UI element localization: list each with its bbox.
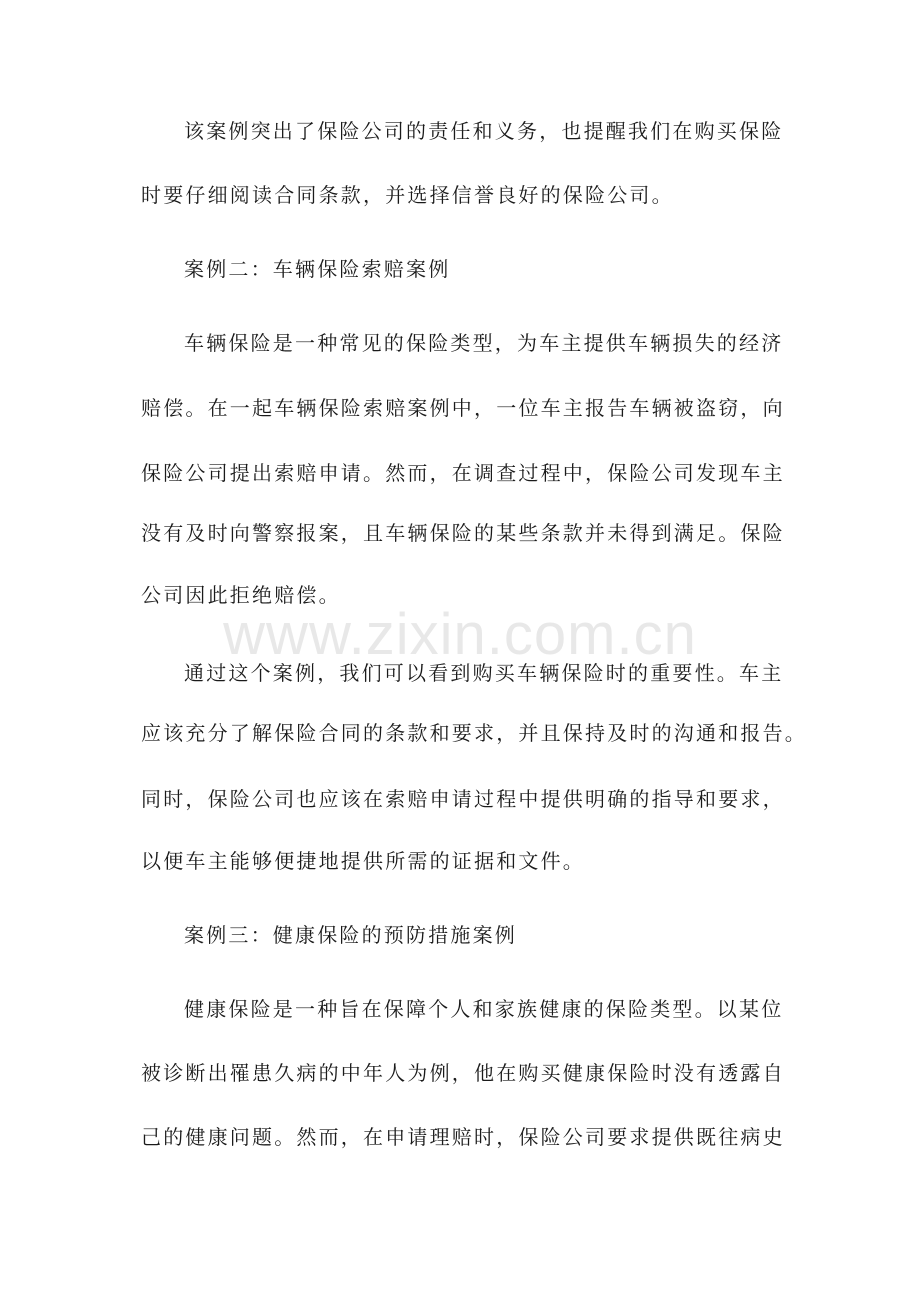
paragraph-line-13: 被诊断出罹患久病的中年人为例，他在购买健康保险时没有透露自 xyxy=(141,1061,785,1085)
watermark: www.zixin.com.cn xyxy=(223,602,697,667)
section-heading-case-2: 案例二：车辆保险索赔案例 xyxy=(184,257,451,281)
paragraph-line-12: 健康保险是一种旨在保障个人和家族健康的保险类型。以某位 xyxy=(184,997,784,1021)
paragraph-line-6: 没有及时向警察报案，且车辆保险的某些条款并未得到满足。保险 xyxy=(141,521,785,545)
paragraph-line-7: 公司因此拒绝赔偿。 xyxy=(141,583,341,607)
paragraph-line-11: 以便车主能够便捷地提供所需的证据和文件。 xyxy=(141,849,585,873)
paragraph-line-9: 应该充分了解保险合同的条款和要求，并且保持及时的沟通和报告。 xyxy=(141,721,807,745)
paragraph-line-14: 己的健康问题。然而，在申请理赔时，保险公司要求提供既往病史 xyxy=(141,1125,785,1149)
paragraph-line-4: 赔偿。在一起车辆保险索赔案例中，一位车主报告车辆被盗窃，向 xyxy=(141,396,785,420)
paragraph-line-8: 通过这个案例，我们可以看到购买车辆保险时的重要性。车主 xyxy=(184,661,784,685)
paragraph-line-3: 车辆保险是一种常见的保险类型，为车主提供车辆损失的经济 xyxy=(184,331,784,355)
paragraph-line-2: 时要仔细阅读合同条款，并选择信誉良好的保险公司。 xyxy=(141,183,674,207)
paragraph-line-1: 该案例突出了保险公司的责任和义务，也提醒我们在购买保险 xyxy=(184,119,784,143)
section-heading-case-3: 案例三：健康保险的预防措施案例 xyxy=(184,923,517,947)
paragraph-line-5: 保险公司提出索赔申请。然而，在调查过程中，保险公司发现车主 xyxy=(141,461,785,485)
paragraph-line-10: 同时，保险公司也应该在索赔申请过程中提供明确的指导和要求， xyxy=(141,787,785,811)
